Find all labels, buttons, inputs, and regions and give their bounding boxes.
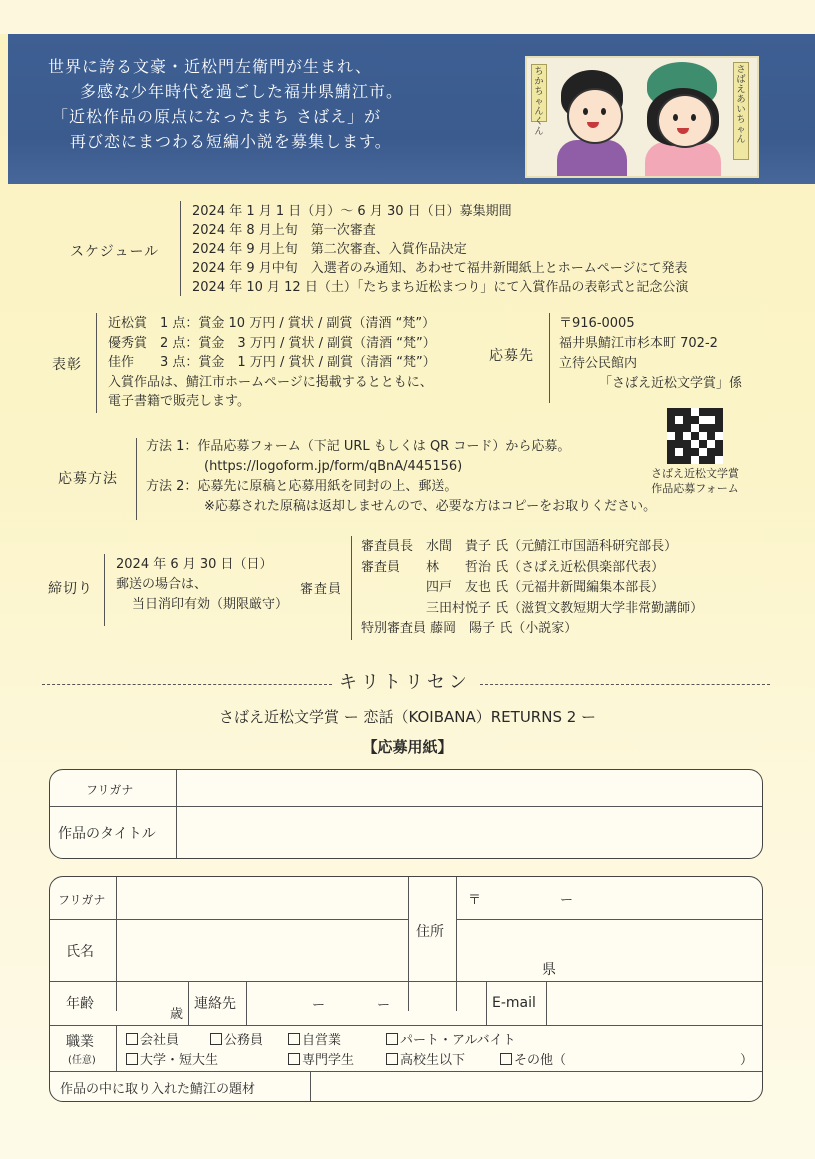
cut-label: キリトリセン xyxy=(339,672,471,693)
qr-module xyxy=(707,416,715,424)
top-margin xyxy=(0,0,815,34)
qr-module xyxy=(715,432,723,440)
work-title-input[interactable] xyxy=(180,810,758,854)
qr-module xyxy=(715,456,723,464)
checkbox-icon[interactable] xyxy=(288,1033,300,1045)
phone-dashes: ー ー xyxy=(312,998,391,1013)
qr-module xyxy=(675,440,683,448)
address-line: 福井県鯖江市杉本町 702-2 xyxy=(559,336,718,351)
girl-eye xyxy=(691,114,696,121)
form-subtitle: 【応募用紙】 xyxy=(362,738,453,756)
schedule-item: 2024 年 10 月 12 日（土）「たちまち近松まつり」にて入賞作品の表彰式と記念公演 xyxy=(192,280,689,295)
method-url[interactable]: (https://logoform.jp/form/qBnA/445156) xyxy=(204,459,463,474)
schedule-label: スケジュール xyxy=(70,244,160,260)
qr-caption-line: 作品応募フォーム xyxy=(651,482,739,495)
divider xyxy=(50,806,762,807)
job-option-label: 専門学生 xyxy=(302,1053,355,1068)
address-input[interactable] xyxy=(460,923,758,977)
judge-row: 四戸 友也 氏（元福井新聞編集本部長） xyxy=(361,580,665,595)
job-option-vocational[interactable] xyxy=(288,1049,354,1068)
qr-module xyxy=(683,424,691,432)
qr-module xyxy=(683,448,691,456)
method-list xyxy=(146,437,656,517)
divider xyxy=(310,1071,311,1101)
job-option-label: その他（ xyxy=(514,1053,567,1068)
qr-module xyxy=(699,416,707,424)
age-label: 年齢 xyxy=(66,996,94,1012)
qr-module xyxy=(683,456,691,464)
checkbox-icon[interactable] xyxy=(386,1053,398,1065)
schedule-item: 2024 年 8 月上旬 第一次審査 xyxy=(192,223,376,238)
phone-input[interactable] xyxy=(250,985,482,1021)
age-unit: 歳 xyxy=(170,1007,184,1022)
postal-input[interactable] xyxy=(480,881,756,915)
job-option-university[interactable] xyxy=(126,1049,218,1068)
method-bracket xyxy=(136,438,137,520)
work-title-box xyxy=(49,769,763,859)
deadline-note: 当日消印有効（期限厳守） xyxy=(132,597,289,612)
awards-label: 表彰 xyxy=(52,357,82,373)
job-option-label: 公務員 xyxy=(224,1033,264,1048)
banner-line: 世界に誇る文豪・近松門左衛門が生まれ、 xyxy=(48,57,372,76)
work-furigana-input[interactable] xyxy=(180,772,758,804)
address-label: 住所 xyxy=(416,924,444,940)
divider xyxy=(246,981,247,1025)
judge-row: 審査員 林 哲治 氏（さばえ近松倶楽部代表） xyxy=(361,559,665,575)
award-item: 佳作 3 点：賞金 1 万円 / 賞状 / 副賞（清酒 “梵”） xyxy=(108,355,436,370)
qr-module xyxy=(707,424,715,432)
judges-bracket xyxy=(351,536,352,640)
job-option-other[interactable] xyxy=(500,1049,566,1068)
postal-mark: 〒 xyxy=(468,893,482,908)
method-line: 方法 2：応募先に原稿と応募用紙を同封の上、郵送。 xyxy=(146,479,458,494)
schedule-list xyxy=(192,202,688,297)
qr-module xyxy=(699,432,707,440)
qr-module xyxy=(715,408,723,416)
divider xyxy=(50,1071,762,1072)
boy-eye xyxy=(583,108,588,115)
divider xyxy=(486,981,487,1025)
age-input[interactable] xyxy=(120,985,170,1021)
cut-line-left xyxy=(42,684,332,685)
awards-list xyxy=(108,314,436,412)
award-note: 入賞作品は、鯖江市ホームページに掲載するとともに、 xyxy=(108,374,433,390)
deadline-bracket xyxy=(104,554,105,626)
qr-module xyxy=(691,424,699,432)
award-note: 電子書籍で販売します。 xyxy=(108,394,250,409)
qr-module xyxy=(715,448,723,456)
mascot-tag-left: ちかちゃんくん xyxy=(531,64,547,122)
divider xyxy=(50,981,762,982)
name-label: 氏名 xyxy=(66,944,94,960)
deadline-note: 郵送の場合は、 xyxy=(116,577,208,592)
schedule-item: 2024 年 9 月上旬 第二次審査、入賞作品決定 xyxy=(192,242,467,257)
email-input[interactable] xyxy=(550,985,758,1021)
qr-module xyxy=(699,424,707,432)
banner-line: 再び恋にまつわる短編小説を募集します。 xyxy=(70,132,392,151)
job-option-parttime[interactable] xyxy=(386,1029,516,1048)
qr-module xyxy=(707,432,715,440)
qr-module xyxy=(667,424,675,432)
submit-to-bracket xyxy=(549,313,550,403)
boy-eye xyxy=(601,108,606,115)
work-furigana-label: フリガナ xyxy=(86,783,134,797)
qr-module xyxy=(691,408,699,416)
qr-module xyxy=(715,440,723,448)
judge-row: 三田村悦子 氏（滋賀文教短期大学非常勤講師） xyxy=(361,600,704,616)
divider xyxy=(50,1025,762,1026)
qr-module xyxy=(667,408,675,416)
work-title-label: 作品のタイトル xyxy=(58,826,156,842)
qr-module xyxy=(667,416,675,424)
qr-module xyxy=(683,416,691,424)
qr-module xyxy=(675,456,683,464)
qr-module xyxy=(675,432,683,440)
judges-list xyxy=(361,537,703,640)
qr-module xyxy=(675,448,683,456)
checkbox-icon[interactable] xyxy=(386,1033,398,1045)
mascot-illustration xyxy=(525,56,759,178)
submit-to-label: 応募先 xyxy=(489,348,534,364)
deadline-date: 2024 年 6 月 30 日（日） xyxy=(116,557,273,572)
divider xyxy=(188,981,189,1025)
qr-module xyxy=(691,448,699,456)
checkbox-icon[interactable] xyxy=(288,1053,300,1065)
subject-input[interactable] xyxy=(314,1074,758,1098)
award-item: 近松賞 1 点：賞金 10 万円 / 賞状 / 副賞（清酒 “梵”） xyxy=(108,316,436,331)
header-banner xyxy=(8,34,815,184)
method-line: 方法 1：作品応募フォーム（下記 URL もしくは QR コード）から応募。 xyxy=(146,439,571,454)
girl-face xyxy=(657,94,713,148)
job-option-public[interactable] xyxy=(210,1029,263,1048)
boy-body xyxy=(557,140,627,176)
qr-module xyxy=(699,456,707,464)
job-other-close: ） xyxy=(740,1053,754,1068)
qr-module xyxy=(675,424,683,432)
awards-bracket xyxy=(96,313,97,413)
job-option-company[interactable] xyxy=(126,1029,179,1048)
prefecture-label: 県 xyxy=(542,962,556,978)
furigana-input[interactable] xyxy=(120,881,404,915)
qr-caption xyxy=(647,466,743,496)
schedule-item: 2024 年 1 月 1 日（月）～ 6 月 30 日（日）募集期間 xyxy=(192,204,512,219)
qr-module xyxy=(699,408,707,416)
checkbox-icon[interactable] xyxy=(210,1033,222,1045)
job-option-self[interactable] xyxy=(288,1029,341,1048)
qr-module xyxy=(691,416,699,424)
subject-label: 作品の中に取り入れた鯖江の題材 xyxy=(60,1082,256,1097)
job-option-highschool[interactable] xyxy=(386,1049,465,1068)
qr-module xyxy=(691,456,699,464)
qr-module xyxy=(667,440,675,448)
qr-module xyxy=(707,448,715,456)
boy-face xyxy=(567,88,623,144)
banner-line: 「近松作品の原点になったまち さばえ」が xyxy=(52,107,382,126)
name-input[interactable] xyxy=(120,923,404,977)
divider xyxy=(116,877,117,1011)
qr-module xyxy=(667,456,675,464)
schedule-bracket xyxy=(180,201,181,296)
checkbox-icon[interactable] xyxy=(126,1033,138,1045)
job-option-label: 大学・短大生 xyxy=(140,1053,219,1068)
qr-module xyxy=(707,408,715,416)
divider xyxy=(546,981,547,1025)
divider xyxy=(456,919,762,920)
qr-module xyxy=(667,448,675,456)
furigana-label: フリガナ xyxy=(58,893,106,907)
qr-module xyxy=(707,456,715,464)
qr-code[interactable] xyxy=(667,408,723,464)
schedule-item: 2024 年 9 月中旬 入選者のみ通知、あわせて福井新聞紙上とホームページにて発表 xyxy=(192,261,688,276)
qr-caption-line: さばえ近松文学賞 xyxy=(651,467,739,480)
banner-text xyxy=(48,54,538,154)
applicant-box xyxy=(49,876,763,1102)
qr-module xyxy=(675,408,683,416)
deadline-label: 締切り xyxy=(48,581,93,597)
judge-row: 審査員長 水間 貴子 氏（元鯖江市国語科研究部長） xyxy=(361,539,678,554)
postal-code: 〒916-0005 xyxy=(559,316,635,331)
method-note: ※応募された原稿は返却しませんので、必要な方はコピーをお取りください。 xyxy=(204,499,657,514)
girl-eye xyxy=(673,114,678,121)
job-option-label: 自営業 xyxy=(302,1033,342,1048)
qr-module xyxy=(715,424,723,432)
judges-label: 審査員 xyxy=(300,582,343,597)
deadline-text xyxy=(116,555,288,615)
qr-module xyxy=(667,432,675,440)
job-option-label: 高校生以下 xyxy=(400,1053,466,1068)
divider xyxy=(176,770,177,858)
qr-module xyxy=(699,440,707,448)
qr-module xyxy=(699,448,707,456)
job-option-label: パート・アルバイト xyxy=(400,1033,516,1048)
contact-label: 連絡先 xyxy=(194,996,236,1012)
postal-dash: ー xyxy=(560,893,574,908)
email-label: E-mail xyxy=(492,995,536,1011)
qr-module xyxy=(715,416,723,424)
qr-module xyxy=(675,416,683,424)
job-label: 職業 xyxy=(66,1034,94,1050)
qr-module xyxy=(691,432,699,440)
divider xyxy=(50,919,408,920)
qr-module xyxy=(683,432,691,440)
form-title: さばえ近松文学賞 ー 恋話（KOIBANA）RETURNS 2 ー xyxy=(218,708,597,726)
cut-line-right xyxy=(480,684,770,685)
job-option-label: 会社員 xyxy=(140,1033,180,1048)
mascot-tag-right: さばえあいちゃん xyxy=(733,62,749,160)
qr-module xyxy=(683,408,691,416)
award-item: 優秀賞 2 点：賞金 3 万円 / 賞状 / 副賞（清酒 “梵”） xyxy=(108,335,436,351)
qr-module xyxy=(707,440,715,448)
job-note: (任意) xyxy=(68,1055,96,1066)
judge-row: 特別審査員 藤岡 陽子 氏（小説家） xyxy=(361,621,578,636)
method-label: 応募方法 xyxy=(58,471,118,487)
address-line: 立待公民館内 xyxy=(559,356,638,371)
divider xyxy=(116,1025,117,1071)
checkbox-icon[interactable] xyxy=(500,1053,512,1065)
banner-line: 多感な少年時代を過ごした福井県鯖江市。 xyxy=(80,82,404,101)
qr-module xyxy=(691,440,699,448)
checkbox-icon[interactable] xyxy=(126,1053,138,1065)
qr-module xyxy=(683,440,691,448)
address-line: 「さばえ近松文学賞」係 xyxy=(599,376,743,391)
submit-address xyxy=(559,314,742,394)
